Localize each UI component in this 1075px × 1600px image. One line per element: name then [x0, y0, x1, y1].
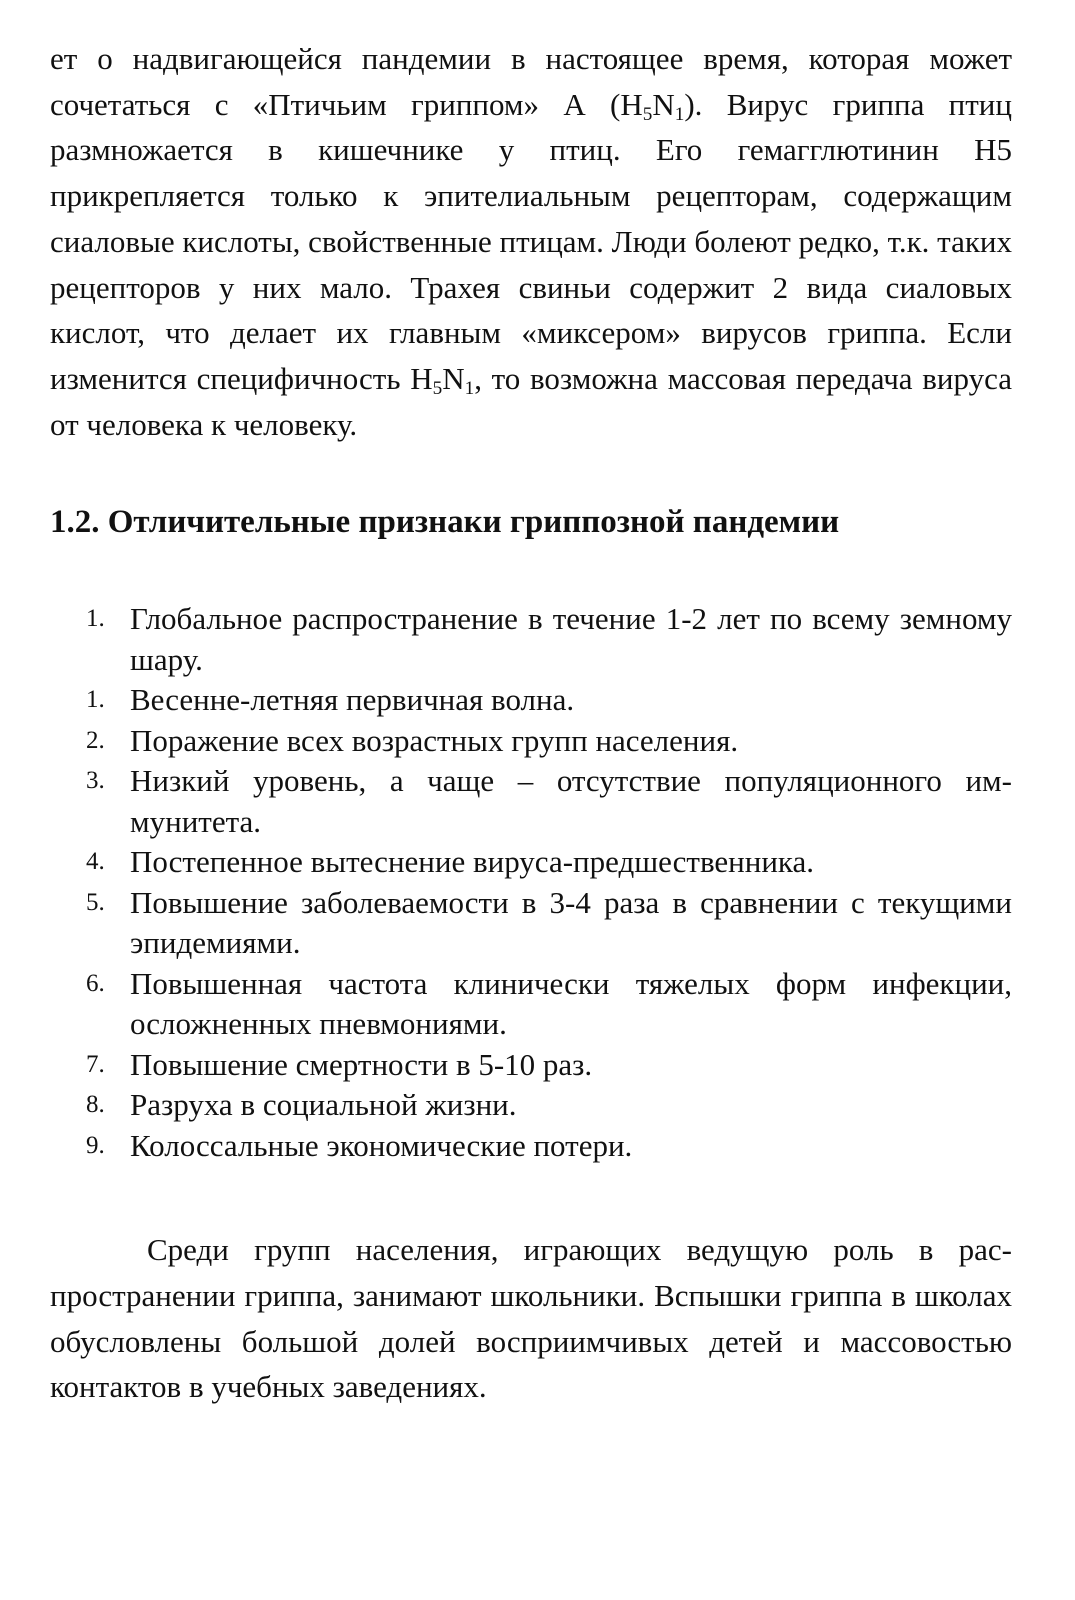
- list-item-text: Поражение всех возрастных групп населения.: [130, 722, 739, 758]
- subscript-1-second: 1: [464, 377, 475, 399]
- list-item-number: 6.: [86, 969, 105, 997]
- list-item-number: 9.: [86, 1131, 105, 1159]
- closing-paragraph: Среди групп населения, играющих ведущую роль в распространении гриппа, занимают школьники. Вспышки гриппа в школах обусловлены большой долей восприимчивых детей и массовостью контактов в учебных заведениях.: [50, 1232, 1012, 1405]
- list-item-number: 5.: [86, 888, 105, 916]
- list-item-text: Глобальное распространение в течение 1-2 лет по всему земному шару.: [130, 601, 1012, 677]
- list-item: [50, 964, 1012, 1045]
- subscript-5-second: 5: [432, 377, 443, 399]
- list-item-text: Постепенное вытеснение вируса-предшественника.: [130, 844, 815, 880]
- list-item: [50, 721, 1012, 762]
- list-item: [50, 1085, 1012, 1126]
- intro-text-part-2: ). Вирус гриппа птиц размножается в кишечнике у птиц. Его гемагглютинин H5 прикрепляется только к эпителиальным рецепторам, содержащим сиаловые кислоты, свойственные птицам. Люди болеют редко, т.к. таких рецепторов у них мало. Трахея свиньи содержит 2 вида сиаловых кислот, что делает их главным «миксером» вирусов гриппа. Если изменится специфичность H: [50, 86, 1013, 396]
- document-page: [50, 36, 1012, 1410]
- list-item-number: 4.: [86, 848, 105, 876]
- list-item-text: Повышение смертности в 5-10 раз.: [130, 1046, 593, 1082]
- list-item: [50, 680, 1012, 721]
- list-item: [50, 1045, 1012, 1086]
- list-item-text: Повышение заболеваемости в 3-4 раза в сравнении с текущими эпидемиями.: [130, 884, 1012, 961]
- list-item-text: Низкий уровень, а чаще – отсутствие популяционного иммунитета.: [130, 763, 1012, 839]
- list-item: [50, 599, 1012, 680]
- section-heading: 1.2. Отличительные признаки гриппозной пандемии: [50, 504, 840, 541]
- list-item-number: 3.: [86, 767, 105, 795]
- list-item-number: 1.: [86, 686, 105, 714]
- intro-paragraph: [50, 36, 1012, 447]
- list-item-number: 8.: [86, 1091, 105, 1119]
- list-item-text: Колоссальные экономические потери.: [130, 1127, 633, 1163]
- list-item-number: 2.: [86, 726, 105, 754]
- list-item: [50, 842, 1012, 883]
- intro-text-n-second: N: [442, 360, 465, 396]
- list-item: [50, 883, 1012, 964]
- intro-text-part-3: , то возможна массовая передача вируса от человека к человеку.: [50, 360, 1012, 442]
- list-item-text: Повышенная частота клинически тяжелых форм инфекции, осложненных пневмониями.: [130, 965, 1012, 1042]
- list-item-text: Разруха в социальной жизни.: [130, 1087, 517, 1123]
- intro-text-part-1: ет о надвигающейся пандемии в настоящее время, которая может сочетаться с «Птичьим гриппом» А (H: [50, 41, 1012, 122]
- list-item-number: 1.: [86, 605, 105, 633]
- list-item: [50, 761, 1012, 842]
- subscript-1: 1: [674, 103, 685, 125]
- subscript-5: 5: [642, 103, 653, 125]
- list-item-number: 7.: [86, 1050, 105, 1078]
- list-item: [50, 1126, 1012, 1167]
- signs-list: [50, 599, 1012, 1166]
- list-item-text: Весенне-летняя первичная волна.: [130, 682, 575, 718]
- intro-text-n: N: [652, 86, 675, 122]
